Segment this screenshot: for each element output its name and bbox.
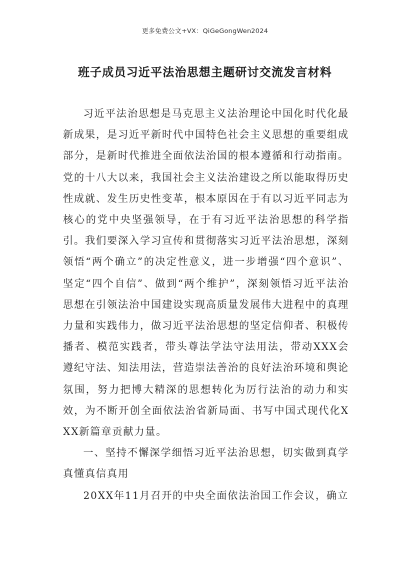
body-paragraph-2: 20XX年11月召开的中央全面依法治国工作会议，确立 — [83, 490, 349, 502]
header-note: 更多免费公文+VX：QiGeGongWen2024 — [141, 27, 269, 35]
body-paragraph-intro: 习近平法治思想是马克思主义法治理论中国化时代化最新成果，是习近平新时代中国特色社会主义思想的重要组成部分，是新时代推进全面依法治国的根本遵循和行动指南。党的十八大以来，我国社会主义法治建设之所以能取得历史性成就、发生历史性变革，根本原因在于有以习近平同志为核心的党中央坚强领导，在于有习近平法治思想的科学指引。我们要深入学习宣传和贯彻落实习近平法治思想，深刻领悟“两个确立”的决定性意义，进一步增强“四个意识”、坚定“四个自信”、做到“两个维护”，深刻领悟习近平法治思想在引领法治中国建设实现高质量发展伟大进程中的真理力量和实践伟力，做习近平法治思想的坚定信仰者、积极传播者、模范实践者，带头尊法学法守法用法，带动XXX会遵纪守法、知法用法，营造崇法善治的良好法治环境和舆论氛围，努力把博大精深的思想转化为厉行法治的动力和实效，为不断开创全面依法治省新局面、书写中国式现代化XXX新篇章贡献力量。 — [63, 109, 349, 439]
document-title: 班子成员习近平法治思想主题研讨交流发言材料 — [77, 65, 333, 79]
document-body — [63, 104, 349, 507]
section-heading-1: 一、坚持不懈深学细悟习近平法治思想，切实做到真学真懂真信真用 — [63, 448, 349, 481]
